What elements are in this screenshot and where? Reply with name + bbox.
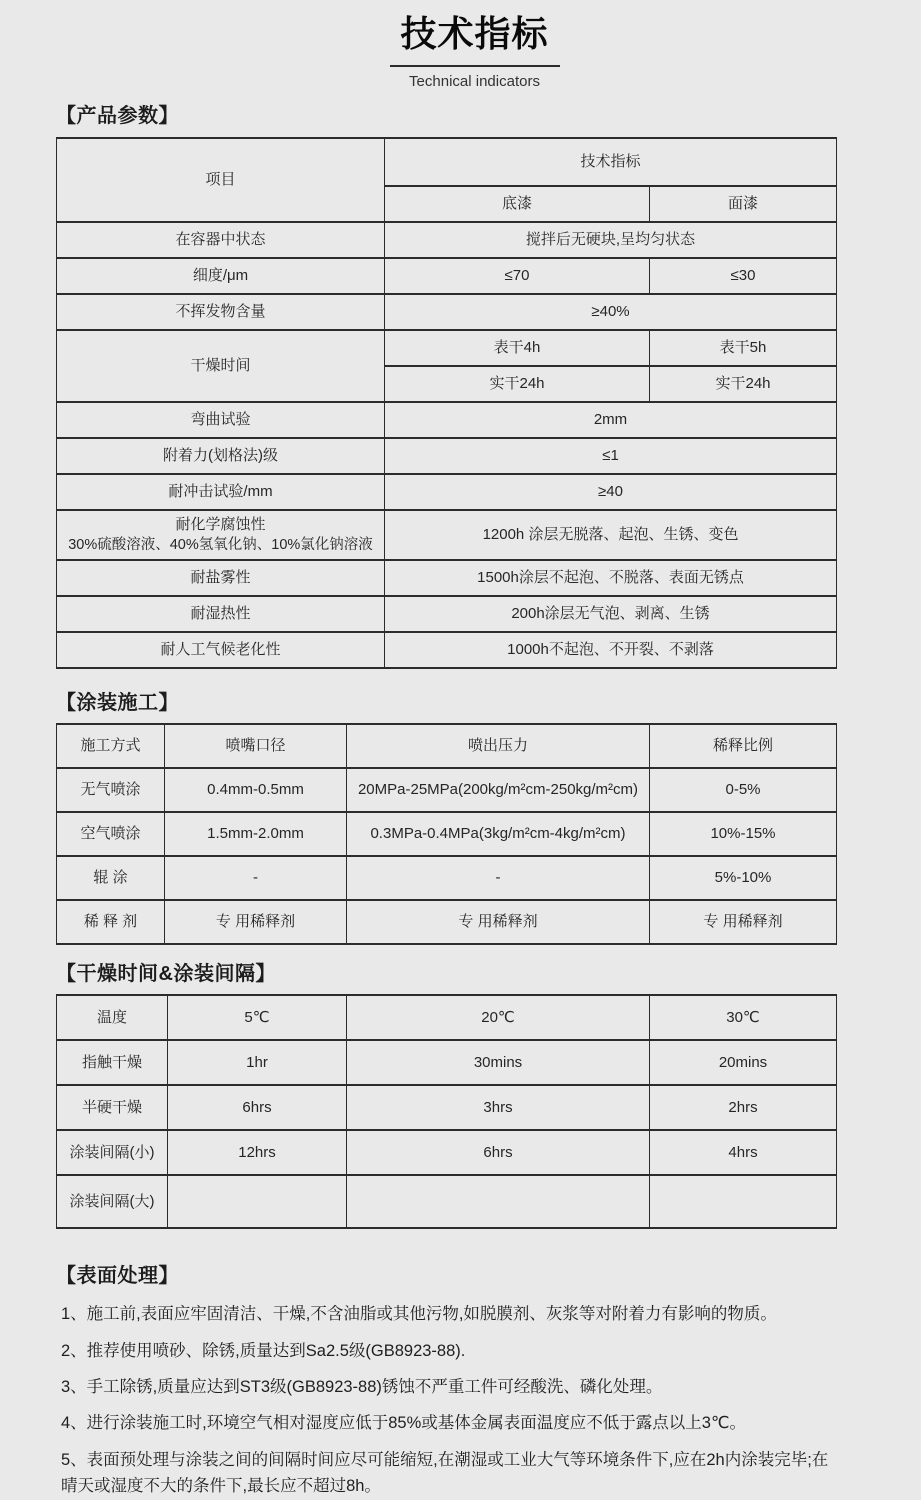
page-subtitle: Technical indicators bbox=[409, 73, 540, 91]
row-label: 细度/μm bbox=[57, 258, 385, 294]
header-cell: 喷出压力 bbox=[347, 724, 650, 768]
row-label: 耐冲击试验/mm bbox=[57, 474, 385, 510]
table-cell: 20MPa-25MPa(200kg/m²cm-250kg/m²cm) bbox=[347, 768, 650, 812]
row-value: 1500h涂层不起泡、不脱落、表面无锈点 bbox=[385, 560, 837, 596]
table-row bbox=[57, 900, 837, 944]
drying-schedule-table bbox=[56, 994, 837, 1229]
table-row bbox=[57, 856, 837, 900]
coating-heading: 【涂装施工】 bbox=[56, 692, 179, 715]
row-label: 在容器中状态 bbox=[57, 222, 385, 258]
table-row bbox=[57, 632, 837, 668]
section-product-params bbox=[56, 99, 837, 669]
table-cell: 12hrs bbox=[168, 1130, 347, 1175]
row-value: ≥40% bbox=[385, 294, 837, 330]
content bbox=[0, 99, 893, 1499]
row-label: 不挥发物含量 bbox=[57, 294, 385, 330]
table-cell bbox=[650, 1175, 837, 1228]
table-cell: 0.3MPa-0.4MPa(3kg/m²cm-4kg/m²cm) bbox=[347, 812, 650, 856]
header-cell: 稀释比例 bbox=[650, 724, 837, 768]
row-label: 无气喷涂 bbox=[57, 768, 165, 812]
table-cell: 2hrs bbox=[650, 1085, 837, 1130]
row-label: 半硬干燥 bbox=[57, 1085, 168, 1130]
row-label: 指触干燥 bbox=[57, 1040, 168, 1085]
row-value-primer: 表干4h bbox=[385, 330, 650, 366]
row-label: 辊 涂 bbox=[57, 856, 165, 900]
table-cell: 6hrs bbox=[347, 1130, 650, 1175]
title-divider bbox=[390, 65, 560, 67]
table-cell: - bbox=[347, 856, 650, 900]
table-row bbox=[57, 222, 837, 258]
table-row bbox=[57, 438, 837, 474]
table-cell: 专 用稀释剂 bbox=[347, 900, 650, 944]
surface-heading: 【表面处理】 bbox=[56, 1265, 179, 1288]
table-row bbox=[57, 596, 837, 632]
note-item: 2、推荐使用喷砂、除锈,质量达到Sa2.5级(GB8923-88). bbox=[61, 1341, 466, 1360]
table-row bbox=[57, 995, 837, 1040]
table-row bbox=[57, 724, 837, 768]
section-drying-schedule bbox=[56, 957, 837, 1229]
row-label: 温度 bbox=[57, 995, 168, 1040]
table-cell: 30℃ bbox=[650, 995, 837, 1040]
table-row bbox=[57, 560, 837, 596]
row-label: 空气喷涂 bbox=[57, 812, 165, 856]
header-cell-topcoat: 面漆 bbox=[650, 186, 837, 222]
table-cell: 0-5% bbox=[650, 768, 837, 812]
table-cell: 专 用稀释剂 bbox=[650, 900, 837, 944]
row-value-primer: ≤70 bbox=[385, 258, 650, 294]
table-cell: 3hrs bbox=[347, 1085, 650, 1130]
row-label-line2: 30%硫酸溶液、40%氢氧化钠、10%氯化钠溶液 bbox=[68, 536, 373, 553]
row-label: 耐湿热性 bbox=[57, 596, 385, 632]
row-label-line1: 耐化学腐蚀性 bbox=[175, 516, 266, 534]
product-params-heading: 【产品参数】 bbox=[56, 105, 179, 128]
table-cell: - bbox=[165, 856, 347, 900]
row-label: 耐人工气候老化性 bbox=[57, 632, 385, 668]
table-cell: 1.5mm-2.0mm bbox=[165, 812, 347, 856]
drying-heading: 【干燥时间&涂装间隔】 bbox=[56, 963, 276, 986]
row-value-topcoat: ≤30 bbox=[650, 258, 837, 294]
note-item: 5、表面预处理与涂装之间的间隔时间应尽可能缩短,在潮湿或工业大气等环境条件下,应在2h内涂装完毕;在晴天或湿度不大的条件下,最长应不超过8h。 bbox=[61, 1450, 829, 1496]
row-value: 200h涂层无气泡、剥离、生锈 bbox=[385, 596, 837, 632]
table-cell: 专 用稀释剂 bbox=[165, 900, 347, 944]
table-row bbox=[57, 1130, 837, 1175]
row-label: 涂装间隔(大) bbox=[57, 1175, 168, 1228]
row-label: 耐盐雾性 bbox=[57, 560, 385, 596]
row-value-topcoat: 表干5h bbox=[650, 330, 837, 366]
table-cell: 6hrs bbox=[168, 1085, 347, 1130]
surface-notes-list bbox=[56, 1301, 837, 1499]
section-coating-application bbox=[56, 686, 837, 945]
table-row bbox=[57, 474, 837, 510]
row-value-topcoat: 实干24h bbox=[650, 366, 837, 402]
table-cell: 4hrs bbox=[650, 1130, 837, 1175]
row-value: 1000h不起泡、不开裂、不剥落 bbox=[385, 632, 837, 668]
table-cell bbox=[168, 1175, 347, 1228]
coating-table bbox=[56, 723, 837, 945]
row-value: ≤1 bbox=[385, 438, 837, 474]
product-params-table bbox=[56, 137, 837, 669]
table-row bbox=[57, 768, 837, 812]
header-cell-item: 项目 bbox=[57, 138, 385, 222]
row-label bbox=[57, 510, 385, 560]
row-value: ≥40 bbox=[385, 474, 837, 510]
row-label: 稀 释 剂 bbox=[57, 900, 165, 944]
row-label: 附着力(划格法)级 bbox=[57, 438, 385, 474]
table-row bbox=[57, 138, 837, 186]
row-label: 弯曲试验 bbox=[57, 402, 385, 438]
note-item: 1、施工前,表面应牢固清洁、干燥,不含油脂或其他污物,如脱膜剂、灰浆等对附着力有影响的物质。 bbox=[61, 1305, 777, 1324]
header-cell: 施工方式 bbox=[57, 724, 165, 768]
table-cell: 20mins bbox=[650, 1040, 837, 1085]
table-cell: 5%-10% bbox=[650, 856, 837, 900]
table-row bbox=[57, 258, 837, 294]
header-cell-tech-indicators: 技术指标 bbox=[385, 138, 837, 186]
table-row bbox=[57, 294, 837, 330]
row-value: 1200h 涂层无脱落、起泡、生锈、变色 bbox=[385, 510, 837, 560]
table-cell bbox=[347, 1175, 650, 1228]
row-label: 干燥时间 bbox=[57, 330, 385, 402]
note-item: 3、手工除锈,质量应达到ST3级(GB8923-88)锈蚀不严重工件可经酸洗、磷化处理。 bbox=[61, 1377, 663, 1396]
row-label: 涂装间隔(小) bbox=[57, 1130, 168, 1175]
table-row bbox=[57, 510, 837, 560]
table-cell: 5℃ bbox=[168, 995, 347, 1040]
table-row bbox=[57, 1175, 837, 1228]
table-row bbox=[57, 812, 837, 856]
table-cell: 0.4mm-0.5mm bbox=[165, 768, 347, 812]
table-cell: 20℃ bbox=[347, 995, 650, 1040]
header-cell: 喷嘴口径 bbox=[165, 724, 347, 768]
table-row bbox=[57, 330, 837, 366]
table-row bbox=[57, 1040, 837, 1085]
table-cell: 1hr bbox=[168, 1040, 347, 1085]
row-value: 2mm bbox=[385, 402, 837, 438]
table-row bbox=[57, 402, 837, 438]
section-surface-treatment bbox=[56, 1259, 837, 1499]
table-row bbox=[57, 1085, 837, 1130]
table-cell: 30mins bbox=[347, 1040, 650, 1085]
row-value-primer: 实干24h bbox=[385, 366, 650, 402]
table-cell: 10%-15% bbox=[650, 812, 837, 856]
page-title: 技术指标 bbox=[400, 13, 549, 54]
header-cell-primer: 底漆 bbox=[385, 186, 650, 222]
note-item: 4、进行涂装施工时,环境空气相对湿度应低于85%或基体金属表面温度应不低于露点以上3℃。 bbox=[61, 1414, 746, 1433]
row-value: 搅拌后无硬块,呈均匀状态 bbox=[385, 222, 837, 258]
page-header bbox=[28, 0, 921, 90]
